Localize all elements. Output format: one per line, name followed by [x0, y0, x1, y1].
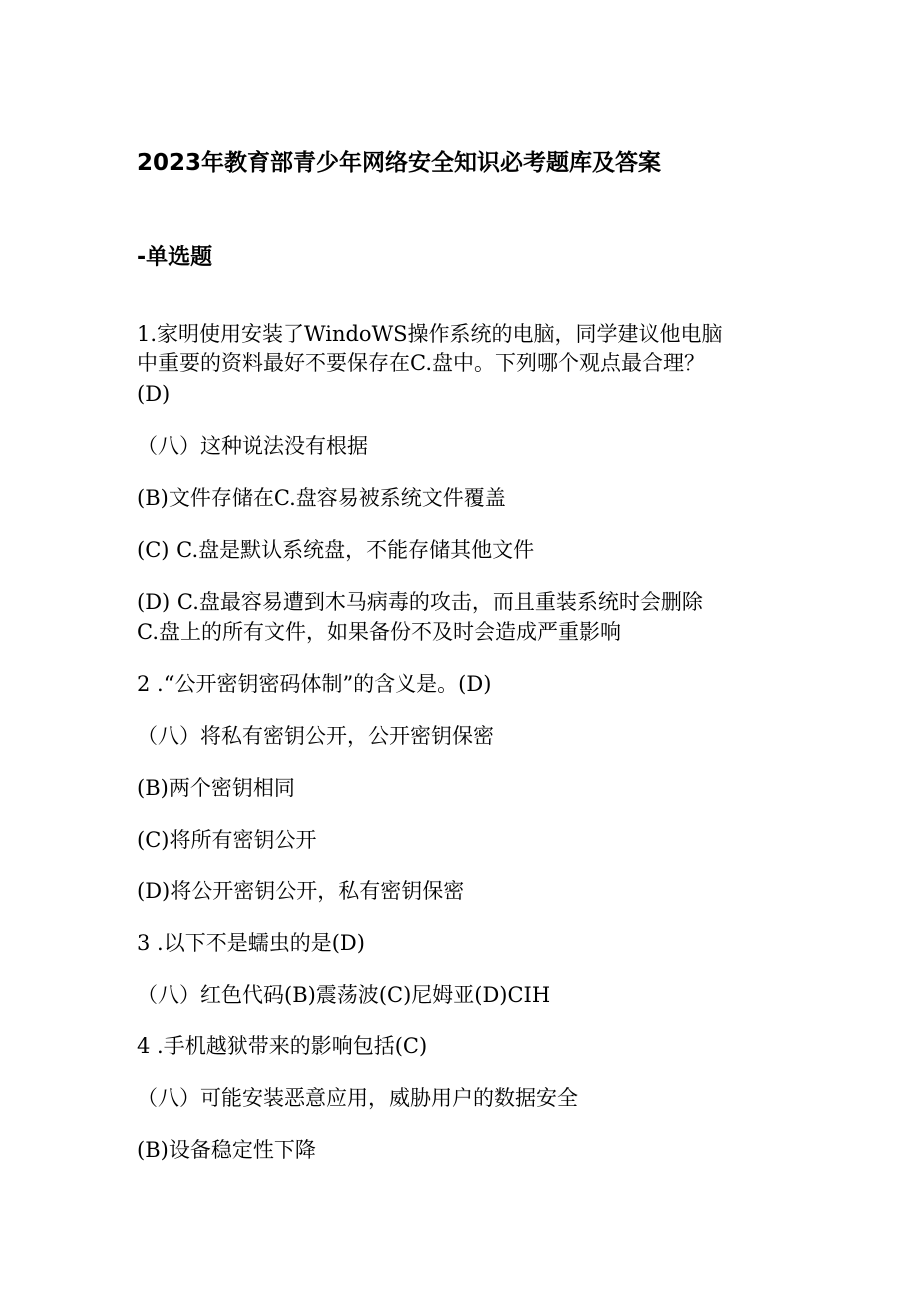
question-4-option-b: (B)设备稳定性下降: [137, 1138, 316, 1162]
question-2-option-a: （八）将私有密钥公开，公开密钥保密: [137, 724, 494, 748]
document-title: 2023年教育部青少年网络安全知识必考题库及答案: [137, 150, 662, 176]
question-2-option-d: (D)将公开密钥公开，私有密钥保密: [137, 879, 465, 903]
question-1-line-1: 1.家明使用安装了WindoWS操作系统的电脑，同学建议他电脑: [137, 322, 723, 346]
question-3-options: （八）红色代码(B)震荡波(C)尼姆亚(D)CIH: [137, 983, 551, 1007]
question-2: 2 .“公开密钥密码体制”的含义是。(D): [137, 672, 492, 696]
section-heading: -单选题: [137, 245, 213, 270]
question-1-option-d-line-1: (D) C.盘最容易遭到木马病毒的攻击，而且重装系统时会删除: [137, 590, 703, 614]
question-4-option-a: （八）可能安装恶意应用，威胁用户的数据安全: [137, 1086, 578, 1110]
question-4: 4 .手机越狱带来的影响包括(C): [137, 1034, 428, 1058]
question-2-option-b: (B)两个密钥相同: [137, 776, 295, 800]
question-1-line-2: 中重要的资料最好不要保存在C.盘中。下列哪个观点最合理？: [137, 351, 705, 375]
question-3: 3 .以下不是蠕虫的是(D): [137, 931, 365, 955]
question-1-option-b: (B)文件存储在C.盘容易被系统文件覆盖: [137, 486, 506, 510]
question-2-option-c: (C)将所有密钥公开: [137, 828, 317, 852]
question-1-answer: (D): [137, 382, 171, 406]
question-1-option-a: （八）这种说法没有根据: [137, 434, 368, 458]
question-1-option-d-line-2: C.盘上的所有文件，如果备份不及时会造成严重影响: [137, 620, 621, 644]
question-1-option-c: (C) C.盘是默认系统盘，不能存储其他文件: [137, 538, 535, 562]
